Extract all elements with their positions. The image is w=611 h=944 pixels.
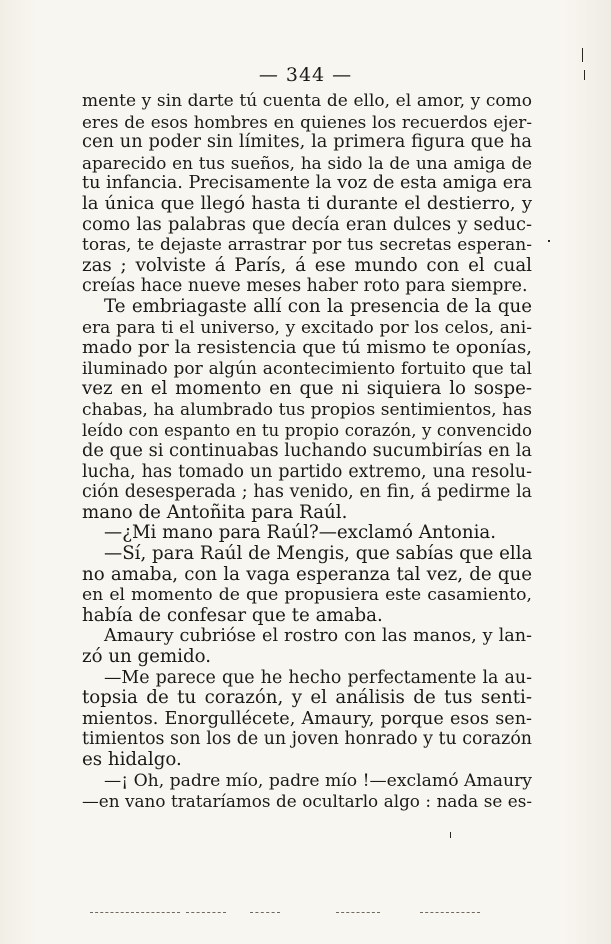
text-line: creías hace nueve meses haber roto para siempre.: [82, 276, 528, 297]
text-line: zó un gemido.: [82, 646, 212, 668]
text-line: leído con espanto en tu propio corazón, y convencido: [82, 420, 532, 440]
text-line: era para ti el universo, y excitado por los celos, ani-: [82, 317, 532, 338]
text-line: aparecido en tus sueños, ha sido la de una amiga de: [82, 152, 532, 173]
body-text: [82, 91, 532, 812]
text-line: Amaury cubrióse el rostro con las manos, y lan-: [104, 626, 532, 647]
text-line: —¿Mi mano para Raúl?—exclamó Antonia.: [104, 522, 497, 544]
footer-rule: [420, 912, 480, 914]
text-line: eres de esos hombres en quienes los recuerdos ejer-: [82, 111, 532, 132]
margin-mark: [450, 832, 451, 838]
text-line: había de confesar que te amaba.: [82, 604, 383, 626]
text-line: —en vano trataríamos de ocultarlo algo : nada se es-: [82, 791, 532, 812]
text-line: en el momento de que propusiera este casamiento,: [82, 585, 532, 606]
text-line: Te embriagaste allí con la presencia de la que: [104, 295, 532, 317]
text-line: iluminado por algún acontecimiento fortuito que tal: [82, 358, 532, 379]
text-line: ción desesperada ; has venido, en fin, á pedirme la: [82, 482, 532, 503]
text-line: la única que llegó hasta ti durante el destierro, y: [82, 192, 532, 214]
text-line: —Me parece que he hecho perfectamente la au-: [104, 667, 532, 688]
text-line: mado por la resistencia que tú mismo te oponías,: [82, 337, 532, 359]
margin-mark: [582, 48, 583, 62]
text-line: como las palabras que decía eran dulces y seduc-: [82, 213, 532, 235]
text-line: no amaba, con la vaga esperanza tal vez, de que: [82, 563, 532, 585]
text-line: cen un poder sin límites, la primera figura que ha: [82, 131, 532, 153]
margin-mark: [548, 240, 550, 242]
text-line: —¡ Oh, padre mío, padre mío !—exclamó Amaury: [104, 770, 532, 791]
text-line: lucha, has tomado un partido extremo, una resolu-: [82, 461, 532, 482]
text-line: zas ; volviste á París, á ese mundo con el cual: [82, 254, 532, 276]
text-line: timientos son los de un joven honrado y tu corazón: [82, 729, 532, 750]
text-line: de que si continuabas luchando sucumbirías en la: [82, 440, 532, 462]
text-line: es hidalgo.: [82, 749, 182, 770]
text-line: toras, te dejaste arrastrar por tus secretas esperan-: [82, 235, 532, 256]
text-line: mente y sin darte tú cuenta de ello, el amor, y como: [82, 91, 532, 111]
footer-rule: [250, 912, 280, 914]
margin-mark: [584, 70, 585, 80]
text-line: chabas, ha alumbrado tus propios sentimientos, has: [82, 399, 532, 420]
text-line: tu infancia. Precisamente la voz de esta amiga era: [82, 173, 533, 194]
text-line: topsia de tu corazón, y el análisis de tus senti-: [82, 687, 532, 709]
text-line: vez en el momento en que ni siquiera lo sospe-: [82, 378, 532, 400]
footer-rule: [336, 912, 380, 914]
footer-rule: [90, 912, 180, 914]
text-line: —Sí, para Raúl de Mengis, que sabías que ella: [104, 543, 533, 565]
text-line: mano de Antoñita para Raúl.: [82, 501, 348, 523]
text-line: mientos. Enorgullécete, Amaury, porque esos sen-: [82, 708, 532, 729]
page-number: — 344 —: [258, 64, 353, 86]
footer-rule: [186, 912, 226, 914]
